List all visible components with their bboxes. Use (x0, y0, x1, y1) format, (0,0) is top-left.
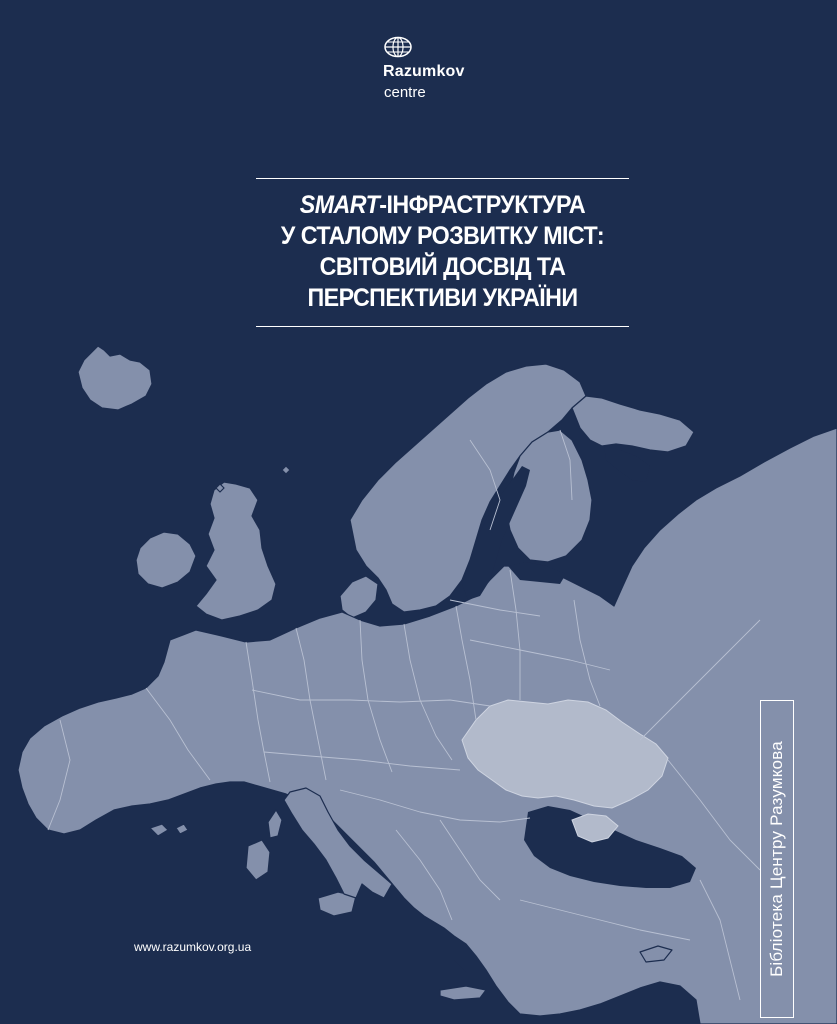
ireland-shape (136, 532, 196, 588)
kola-shape (572, 396, 694, 452)
globe-icon (383, 36, 413, 58)
website-url[interactable]: www.razumkov.org.ua (134, 940, 252, 954)
title-block (256, 178, 629, 327)
title-line-1-rest: -ІНФРАСТРУКТУРА (379, 191, 586, 219)
document-title (269, 190, 616, 314)
title-bottom-rule (256, 326, 629, 327)
title-italic-word: SMART (299, 191, 380, 219)
logo-subtitle: centre (384, 84, 426, 101)
balearic-shape (150, 824, 188, 836)
crete-shape (440, 986, 486, 1000)
corsica-shape (268, 810, 282, 838)
series-label: Бібліотека Центру Разумкова (767, 741, 786, 977)
title-line-1 (269, 190, 616, 221)
white-sea (604, 446, 650, 482)
sardinia-shape (246, 840, 270, 880)
iceland-shape (78, 346, 152, 410)
title-top-rule (256, 178, 629, 179)
logo-name: Razumkov (383, 63, 465, 80)
title-line-3: СВІТОВИЙ ДОСВІД ТА (319, 253, 566, 281)
great-britain-shape (196, 482, 276, 620)
title-line-2: У СТАЛОМУ РОЗВИТКУ МІСТ: (280, 222, 605, 250)
denmark-shape (340, 576, 378, 618)
title-line-4: ПЕРСПЕКТИВИ УКРАЇНИ (307, 284, 578, 312)
series-label-box (760, 700, 794, 1018)
